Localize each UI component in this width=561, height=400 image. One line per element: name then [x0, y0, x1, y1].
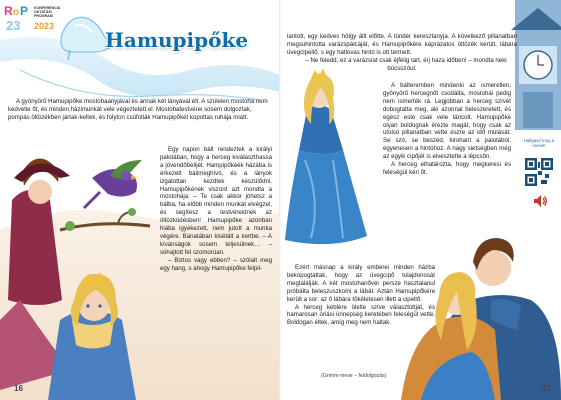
- paragraph: Ezért másnap a király emberei minden házba bekopogtattak, hogy az üvegcipő tulajdonosát megtalálják. A két mostohanővér persze hasztalanul próbálta beleszuszkolni a lábát. Aztán Hamupipőkére került a sor: az ő lábára tökéletesen illett a cipellő.: [287, 264, 435, 303]
- page-number-right: 17: [542, 384, 551, 393]
- paragraph: – Biztos vagy ebben? – szólalt meg egy hang, s ahogy Hamupipőke felpil-: [160, 256, 272, 272]
- paragraph: A herceg keblére ölelte szíve választottját, és hamarosan óriási ünnepség keretében feleségül vette. Boldogan éltek, amíg meg nem haltak.: [287, 303, 435, 327]
- paragraph: lantott, egy kedves hölgy állt előtte. A tündér keresztanyja. A következő pillanatban megsuhintotta varázspálcáját, és Hamupipőkére káprázatos öltözék került, lábára üvegcipellő, s egy hatlovas hintó is ott termett.: [287, 33, 517, 56]
- story-source: (Grimm-mese – feldolgozás): [321, 373, 387, 379]
- right-column-text: [383, 82, 511, 177]
- logo-line-3: PROGRAM: [34, 14, 53, 18]
- qr-caption: Hallgasd meg a mesét!: [523, 138, 555, 148]
- left-page: [0, 0, 280, 400]
- logo-line-1: KONFERENCIA: [34, 6, 61, 10]
- intro-paragraph: [8, 98, 270, 122]
- svg-text:R: R: [4, 4, 13, 18]
- princess-figure: [285, 68, 367, 244]
- paragraph: A herceg elhatározta, hogy megkeresi és feleségül kéri őt.: [383, 161, 511, 176]
- svg-text:o: o: [13, 7, 20, 18]
- svg-text:P: P: [20, 4, 29, 18]
- page-number-left: 16: [14, 384, 23, 393]
- logo-year: 2023: [34, 21, 55, 31]
- right-lower-text: [287, 264, 435, 327]
- paragraph: – Ne feledd, ez a varázslat csak éjfélig tart, érj haza időben! – mondta neki búcsúzóul.: [305, 56, 507, 72]
- qr-code-icon[interactable]: [525, 158, 553, 186]
- clock-tower-icon: [511, 0, 561, 130]
- svg-text:23: 23: [6, 18, 21, 33]
- parrot-icon: [84, 160, 142, 208]
- paragraph: A bálteremben mindenki az ismeretlen, gyönyörű hercegnőt csodálta, mostohái pedig nem ismerték rá. Legjobban a herceg szívét dobogtatta meg, aki azonnal beleszeretett, és egész este csak vele táncolt. Hamupipőke olyan boldognak érezte magát, hogy csak az utolsó pillanatban vette észre az idő múlását. Se szó, se beszéd, kirohant a palotából, egyenesen a hintóhoz. A nagy sietségben még az egyik cipőjét is elvesztette a lépcsőn.: [383, 82, 511, 161]
- logo-line-2: OKTATÁSI: [34, 10, 52, 14]
- story-title: Hamupipőke: [105, 28, 249, 52]
- speaker-icon[interactable]: [532, 193, 548, 209]
- logo-mark-icon: [4, 3, 30, 33]
- right-page: [281, 0, 561, 400]
- left-column-text: [160, 146, 272, 273]
- paragraph: A gyönyörű Hamupipőke mostohaanyjával és annak két lányával élt. A szülelen mostoha nem kedvelte őt, és minden házimunkát vele végeztetett el. Mostohatestvérei sosem dolgoztak, pompás öltözékben jártak-keltek, és folyton csúfolták Hamupipőkét kopottas ruhája miatt.: [8, 98, 268, 121]
- right-top-text: [287, 33, 517, 73]
- paragraph: Egy napon bált rendeztek a királyi palotában, hogy a herceg kiválaszthassa a jövendőbelijét. Hampipőkéék házába is érkezett bálimeghívó, és a lányok izgatottan kezdtek készülődni. Hamupipőkének viszont azt mondta a mostohája: – Te csak akkor jöhetsz a bálba, ha előbb minden munkát elvégzel, és segítesz a testvéreidnek az öltözködésben! Hamupipőke azonban hiába igyekezett, nem jutott a munka végére. Bánatában kisétált a kertbe. – A kívánságok sosem teljesülnek… – sóhajtott fel szomorúan.: [160, 146, 272, 256]
